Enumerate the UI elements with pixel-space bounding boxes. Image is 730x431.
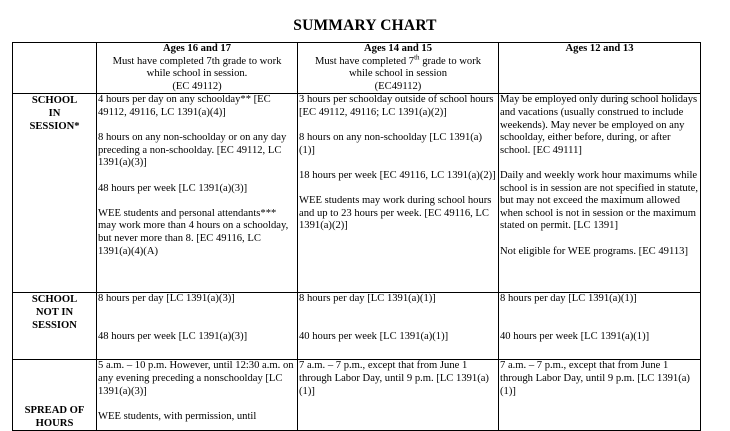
row-spread-of-hours xyxy=(13,360,701,431)
cell-paragraph: 8 hours per day [LC 1391(a)(1)] xyxy=(500,293,637,305)
cell-in-session-12-13 xyxy=(499,94,701,293)
ordinal-superscript: th xyxy=(414,53,420,62)
cell-in-session-16-17 xyxy=(97,94,298,293)
column-citation: (EC49112) xyxy=(374,80,422,92)
header-ages-14-15 xyxy=(298,43,499,94)
cell-paragraph: 40 hours per week [LC 1391(a)(1)] xyxy=(500,330,650,342)
cell-paragraph: 7 a.m. – 7 p.m., except that from June 1 through Labor Day, until 9 p.m. [LC 1391(a)(1)] xyxy=(299,360,489,397)
cell-paragraph: 18 hours per week [EC 49116, LC 1391(a)(2)] xyxy=(299,169,496,181)
column-age-label: Ages 16 and 17 xyxy=(163,43,231,54)
requirement-text: grade to work xyxy=(419,55,482,67)
summary-chart-table xyxy=(12,42,701,431)
column-age-label: Ages 14 and 15 xyxy=(364,43,432,54)
cell-paragraph: 8 hours on any non-schoolday or on any day preceding a non-schoolday. [EC 49112, LC 1391(a)(3)] xyxy=(98,132,287,169)
column-requirement-line xyxy=(314,53,482,67)
row-label-school-not-in-session xyxy=(13,293,97,360)
cell-paragraph: May be employed only during school holidays and vacations (usually construed to include weekends). May never be employed on any schoolday, either before, during, or after school. [EC 49111] xyxy=(500,94,698,156)
row-label-line: IN xyxy=(48,108,61,120)
cell-paragraph: 8 hours on any non-schoolday [LC 1391(a)(1)] xyxy=(299,132,483,156)
cell-spread-16-17 xyxy=(97,360,298,431)
row-label-school-in-session xyxy=(13,94,97,293)
column-requirement-line: Must have completed 7th grade to work xyxy=(112,55,282,67)
cell-spread-14-15 xyxy=(298,360,499,431)
cell-paragraph: WEE students, with permission, until xyxy=(98,410,257,422)
header-ages-12-13 xyxy=(499,43,701,94)
cell-paragraph: 8 hours per day [LC 1391(a)(3)] xyxy=(98,293,235,305)
row-label-line: SESSION xyxy=(32,320,77,332)
cell-paragraph: WEE students may work during school hours and up to 23 hours per week. [EC 49116, LC 1391(a)(2)] xyxy=(299,195,492,232)
cell-not-in-session-14-15 xyxy=(298,293,499,360)
cell-spread-12-13 xyxy=(499,360,701,431)
row-school-not-in-session xyxy=(13,293,701,360)
cell-paragraph: 8 hours per day [LC 1391(a)(1)] xyxy=(299,293,436,305)
row-school-in-session xyxy=(13,94,701,293)
header-ages-16-17 xyxy=(97,43,298,94)
row-label-line: NOT IN xyxy=(35,307,74,319)
row-label-line: SCHOOL xyxy=(31,95,78,107)
column-age-label: Ages 12 and 13 xyxy=(565,43,634,54)
row-label-spread-of-hours xyxy=(13,360,97,431)
row-label-line: SESSION* xyxy=(29,121,80,133)
cell-paragraph: 3 hours per schoolday outside of school hours [EC 49112, 49116; LC 1391(a)(2)] xyxy=(299,94,494,118)
header-blank-cell xyxy=(13,43,97,94)
cell-not-in-session-12-13 xyxy=(499,293,701,360)
cell-paragraph: Not eligible for WEE programs. [EC 49113] xyxy=(500,245,688,257)
column-requirement-line: while school in session xyxy=(349,68,447,80)
cell-paragraph: 40 hours per week [LC 1391(a)(1)] xyxy=(299,330,449,342)
column-requirement-line: while school in session. xyxy=(146,68,248,80)
cell-paragraph: Daily and weekly work hour maximums while school is in session are not specified in statute, but may not exceed the maximum allowed when school is not in session or the maximum stated on permit. [LC 1391] xyxy=(500,169,699,232)
chart-title: SUMMARY CHART xyxy=(293,17,437,34)
cell-not-in-session-16-17 xyxy=(97,293,298,360)
header-row xyxy=(13,43,701,94)
row-label-line: SCHOOL xyxy=(31,294,78,306)
cell-paragraph: 5 a.m. – 10 p.m. However, until 12:30 a.m. on any evening preceding a nonschoolday [LC 1391(a)(3)] xyxy=(98,360,294,397)
cell-paragraph: 48 hours per week [LC 1391(a)(3)] xyxy=(98,182,248,194)
cell-paragraph: 4 hours per day on any schoolday** [EC 49112, 49116, LC 1391(a)(4)] xyxy=(98,94,271,118)
cell-in-session-14-15 xyxy=(298,94,499,293)
cell-paragraph: 7 a.m. – 7 p.m., except that from June 1 through Labor Day, until 9 p.m. [LC 1391(a)(1)] xyxy=(500,360,690,397)
row-label-line: SPREAD OF xyxy=(24,405,85,417)
cell-paragraph: 48 hours per week [LC 1391(a)(3)] xyxy=(98,330,248,342)
requirement-text: Must have completed 7 xyxy=(314,55,415,67)
row-label-line: HOURS xyxy=(35,418,74,430)
cell-paragraph: WEE students and personal attendants*** may work more than 4 hours on a schoolday, but never more than 8. [EC 49116, LC 1391(a)(4)(A) xyxy=(98,207,289,257)
column-citation: (EC 49112) xyxy=(172,80,222,92)
